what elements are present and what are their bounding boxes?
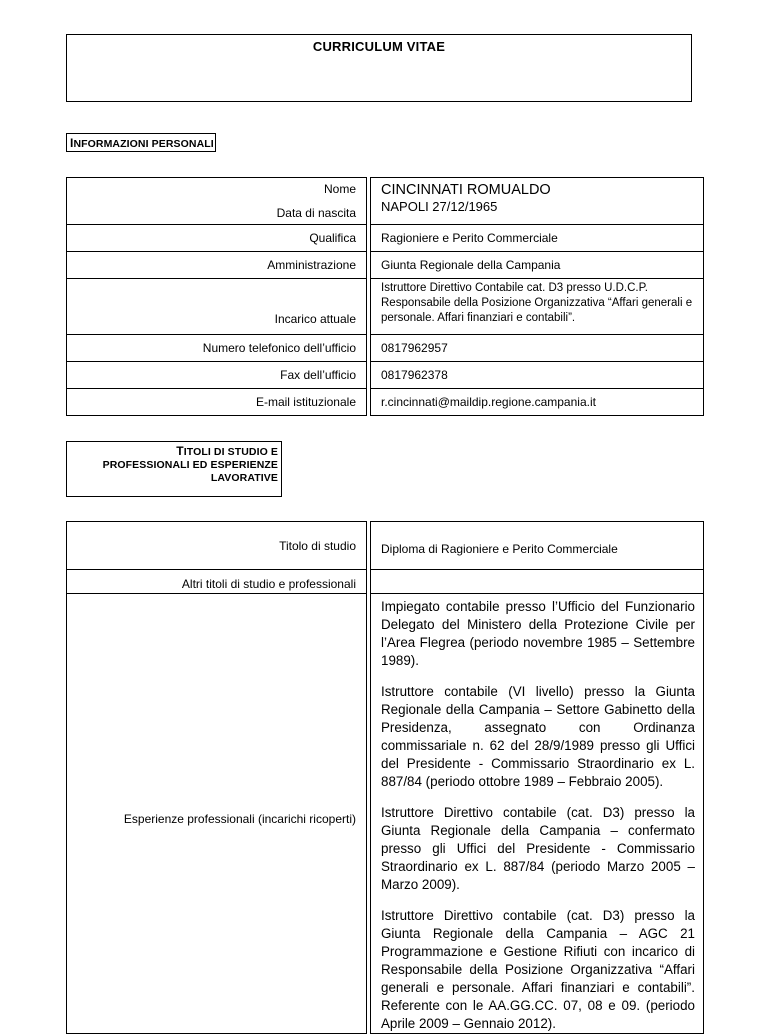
amministrazione-value: Giunta Regionale della Campania: [371, 252, 704, 279]
telefono-value: 0817962957: [371, 335, 704, 362]
nome-nascita-labels: [67, 178, 367, 225]
telefono-label: Numero telefonico dell’ufficio: [67, 335, 367, 362]
table-row: [67, 362, 704, 389]
list-item: Istruttore Direttivo contabile (cat. D3) presso la Giunta Regionale della Campania – confermato presso gli Uffici del Presidente - Commissario Straordinario ex L. 887/84 (periodo Marzo 2005 – Marzo 2009).: [381, 805, 695, 892]
cv-title: CURRICULUM VITAE: [312, 39, 446, 54]
table-row: [67, 335, 704, 362]
altri-label: Altri titoli di studio e professionali: [67, 570, 367, 594]
list-item: Istruttore contabile (VI livello) presso la Giunta Regionale della Campania – Settore Gabinetto della Presidenza, assegnato con Ordinanza commissariale n. 62 del 28/9/1989 presso gli Uffici del Presidente - Commissario Straordinario ex L. 887/84 (periodo ottobre 1989 – Febbraio 2005).: [381, 684, 695, 789]
list-item: Istruttore Direttivo contabile (cat. D3) presso la Giunta Regionale della Campania – AGC 21 Programmazione e Gestione Rifiuti con incarico di Responsabile della Posizione Organizzativa “Affari generali e personale. Affari finanziari e contabili”. Referente con le AA.GG.CC. 07, 08 e 09. (periodo Aprile 2009 – Gennaio 2012).: [381, 908, 695, 1031]
education-table: [66, 521, 704, 1034]
nascita-value: NAPOLI 27/12/1965: [381, 199, 498, 214]
table-row: [67, 522, 704, 570]
table-row: [67, 389, 704, 416]
titolo-value: Diploma di Ragioniere e Perito Commerciale: [371, 522, 704, 570]
esperienze-list: [371, 594, 704, 1034]
nascita-label: Data di nascita: [276, 205, 356, 220]
email-label: E-mail istituzionale: [67, 389, 367, 416]
list-item: Impiegato contabile presso l’Ufficio del Funzionario Delegato del Ministero della Protezione Civile per l’Area Flegrea (periodo novembre 1985 – Settembre 1989).: [381, 599, 695, 668]
titolo-label: Titolo di studio: [67, 522, 367, 570]
cv-title-box: [66, 34, 692, 102]
section-titles-experience: [66, 441, 282, 497]
table-row: [67, 594, 704, 1034]
table-row: [67, 178, 704, 225]
section-personal-info: [66, 133, 216, 152]
fax-value: 0817962378: [371, 362, 704, 389]
incarico-value: Istruttore Direttivo Contabile cat. D3 presso U.D.C.P. Responsabile della Posizione Organizzativa “Affari generali e personale. Affari finanziari e contabili”.: [371, 279, 704, 335]
personal-info-table: [66, 177, 704, 416]
section-personal-info-title: INFORMAZIONI PERSONALI: [70, 136, 214, 150]
incarico-label: Incarico attuale: [67, 279, 367, 335]
table-row: [67, 570, 704, 594]
altri-value: [371, 570, 704, 594]
qualifica-value: Ragioniere e Perito Commerciale: [371, 225, 704, 252]
table-row: [67, 225, 704, 252]
nome-label: Nome: [323, 181, 356, 196]
qualifica-label: Qualifica: [67, 225, 367, 252]
table-row: [67, 252, 704, 279]
nome-value: CINCINNATI ROMUALDO: [381, 182, 551, 198]
table-row: [67, 279, 704, 335]
fax-label: Fax dell’ufficio: [67, 362, 367, 389]
esperienze-label: Esperienze professionali (incarichi ricoperti): [67, 594, 367, 1034]
section-titles-experience-title: TITOLI DI STUDIO E PROFESSIONALI ED ESPERIENZE LAVORATIVE: [102, 444, 278, 484]
amministrazione-label: Amministrazione: [67, 252, 367, 279]
nome-nascita-values: [371, 178, 704, 225]
email-value: r.cincinnati@maildip.regione.campania.it: [371, 389, 704, 416]
